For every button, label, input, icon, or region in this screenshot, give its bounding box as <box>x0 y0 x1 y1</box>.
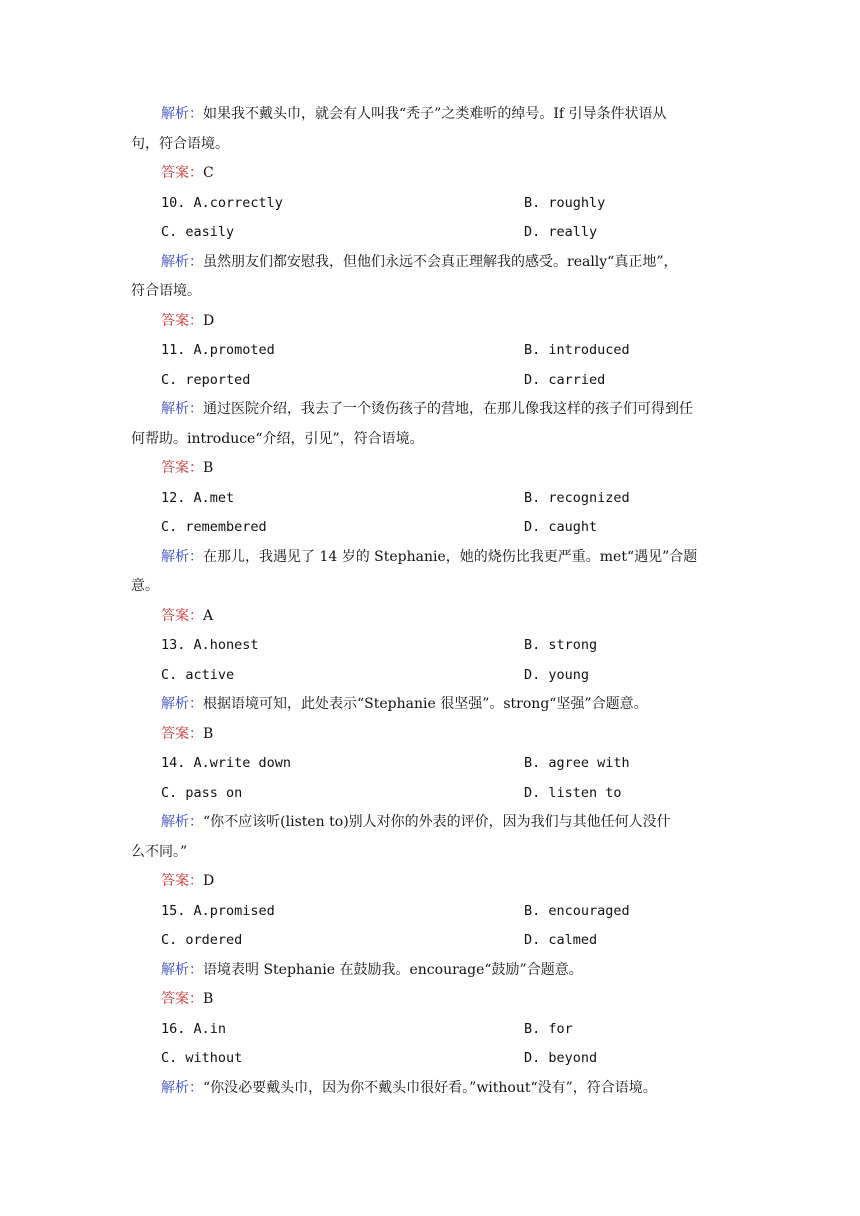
analysis-text: 虽然朋友们都安慰我，但他们永远不会真正理解我的感受。really“真正地”， <box>203 253 678 270</box>
option-b: B. roughly <box>524 194 606 211</box>
answer-label: 答案： <box>161 460 203 476</box>
analysis-continuation: 么不同。” <box>131 843 188 860</box>
option-d: D. carried <box>524 371 606 388</box>
analysis-label: 解析： <box>161 548 203 565</box>
answer-label: 答案： <box>161 725 203 742</box>
analysis-text: 在那儿，我遇见了 14 岁的 Stephanie，她的烧伤比我更严重。met“遇见”合题 <box>203 548 698 565</box>
option-row <box>0 1015 860 1045</box>
analysis-line <box>0 1074 860 1104</box>
option-row <box>0 218 860 248</box>
option-c: C. active <box>161 666 235 683</box>
answer-value: D <box>203 873 215 889</box>
analysis-line <box>0 956 860 986</box>
answer-line <box>0 602 860 632</box>
analysis-label: 解析： <box>161 253 203 270</box>
answer-value: B <box>203 991 214 1007</box>
answer-line <box>0 307 860 337</box>
analysis-continuation: 符合语境。 <box>131 283 201 299</box>
analysis-line <box>0 690 860 720</box>
analysis-text: 如果我不戴头巾，就会有人叫我“秃子”之类难听的绰号。If 引导条件状语从 <box>203 106 667 122</box>
document-content <box>0 100 860 1103</box>
option-row <box>0 631 860 661</box>
option-a: 11. A.promoted <box>161 342 275 358</box>
option-a: 12. A.met <box>161 489 235 506</box>
answer-line <box>0 867 860 897</box>
option-b: B. strong <box>524 637 598 653</box>
analysis-line <box>0 543 860 573</box>
analysis-continuation: 句，符合语境。 <box>131 135 229 152</box>
analysis-label: 解析： <box>161 1079 203 1096</box>
option-c: C. reported <box>161 371 251 388</box>
option-row <box>0 336 860 366</box>
answer-value: A <box>203 607 214 624</box>
option-d: D. listen to <box>524 784 622 801</box>
answer-value: B <box>203 460 214 476</box>
analysis-text: 根据语境可知，此处表示“Stephanie 很坚强”。strong“坚强”合题意。 <box>203 696 648 712</box>
analysis-continuation: 何帮助。introduce“介绍，引见”，符合语境。 <box>131 430 424 447</box>
answer-line <box>0 985 860 1015</box>
analysis-text: “你没必要戴头巾，因为你不戴头巾很好看。”without“没有”，符合语境。 <box>203 1079 657 1096</box>
option-row <box>0 513 860 543</box>
analysis-continuation: 意。 <box>131 578 159 594</box>
option-a: 15. A.promised <box>161 902 275 919</box>
option-d: D. beyond <box>524 1050 598 1066</box>
option-row <box>0 749 860 779</box>
option-b: B. agree with <box>524 755 630 771</box>
option-c: C. pass on <box>161 784 243 801</box>
option-d: D. caught <box>524 519 598 535</box>
answer-value: C <box>203 165 214 181</box>
option-a: 10. A.correctly <box>161 194 283 211</box>
answer-label: 答案： <box>161 991 203 1007</box>
option-b: B. for <box>524 1020 573 1037</box>
option-c: C. remembered <box>161 519 267 535</box>
option-row <box>0 1044 860 1074</box>
option-c: C. ordered <box>161 932 243 948</box>
option-row <box>0 189 860 219</box>
analysis-text: “你不应该听(listen to)别人对你的外表的评价，因为我们与其他任何人没什 <box>203 814 671 830</box>
option-row <box>0 897 860 927</box>
option-a: 13. A.honest <box>161 637 259 653</box>
option-b: B. introduced <box>524 342 630 358</box>
option-b: B. recognized <box>524 489 630 506</box>
analysis-line <box>0 100 860 130</box>
answer-line <box>0 159 860 189</box>
answer-value: D <box>203 312 215 329</box>
analysis-text: 通过医院介绍，我去了一个烫伤孩子的营地，在那儿像我这样的孩子们可得到任 <box>203 401 693 417</box>
analysis-label: 解析： <box>161 814 203 830</box>
answer-label: 答案： <box>161 165 203 181</box>
analysis-line <box>0 248 860 278</box>
analysis-line <box>0 395 860 425</box>
answer-label: 答案： <box>161 607 203 624</box>
analysis-label: 解析： <box>161 106 203 122</box>
answer-label: 答案： <box>161 312 203 329</box>
analysis-label: 解析： <box>161 696 203 712</box>
analysis-text: 语境表明 Stephanie 在鼓励我。encourage“鼓励”合题意。 <box>203 961 583 978</box>
option-row <box>0 484 860 514</box>
option-a: 16. A.in <box>161 1020 227 1037</box>
analysis-label: 解析： <box>161 401 203 417</box>
option-b: B. encouraged <box>524 902 630 919</box>
answer-label: 答案： <box>161 873 203 889</box>
option-d: D. really <box>524 224 598 240</box>
option-row <box>0 926 860 956</box>
analysis-label: 解析： <box>161 961 203 978</box>
option-d: D. young <box>524 666 590 683</box>
option-c: C. easily <box>161 224 235 240</box>
answer-value: B <box>203 725 214 742</box>
option-row <box>0 779 860 809</box>
analysis-line <box>0 808 860 838</box>
answer-line <box>0 454 860 484</box>
option-a: 14. A.write down <box>161 755 292 771</box>
answer-line <box>0 720 860 750</box>
option-row <box>0 366 860 396</box>
option-c: C. without <box>161 1050 243 1066</box>
option-row <box>0 661 860 691</box>
option-d: D. calmed <box>524 932 598 948</box>
